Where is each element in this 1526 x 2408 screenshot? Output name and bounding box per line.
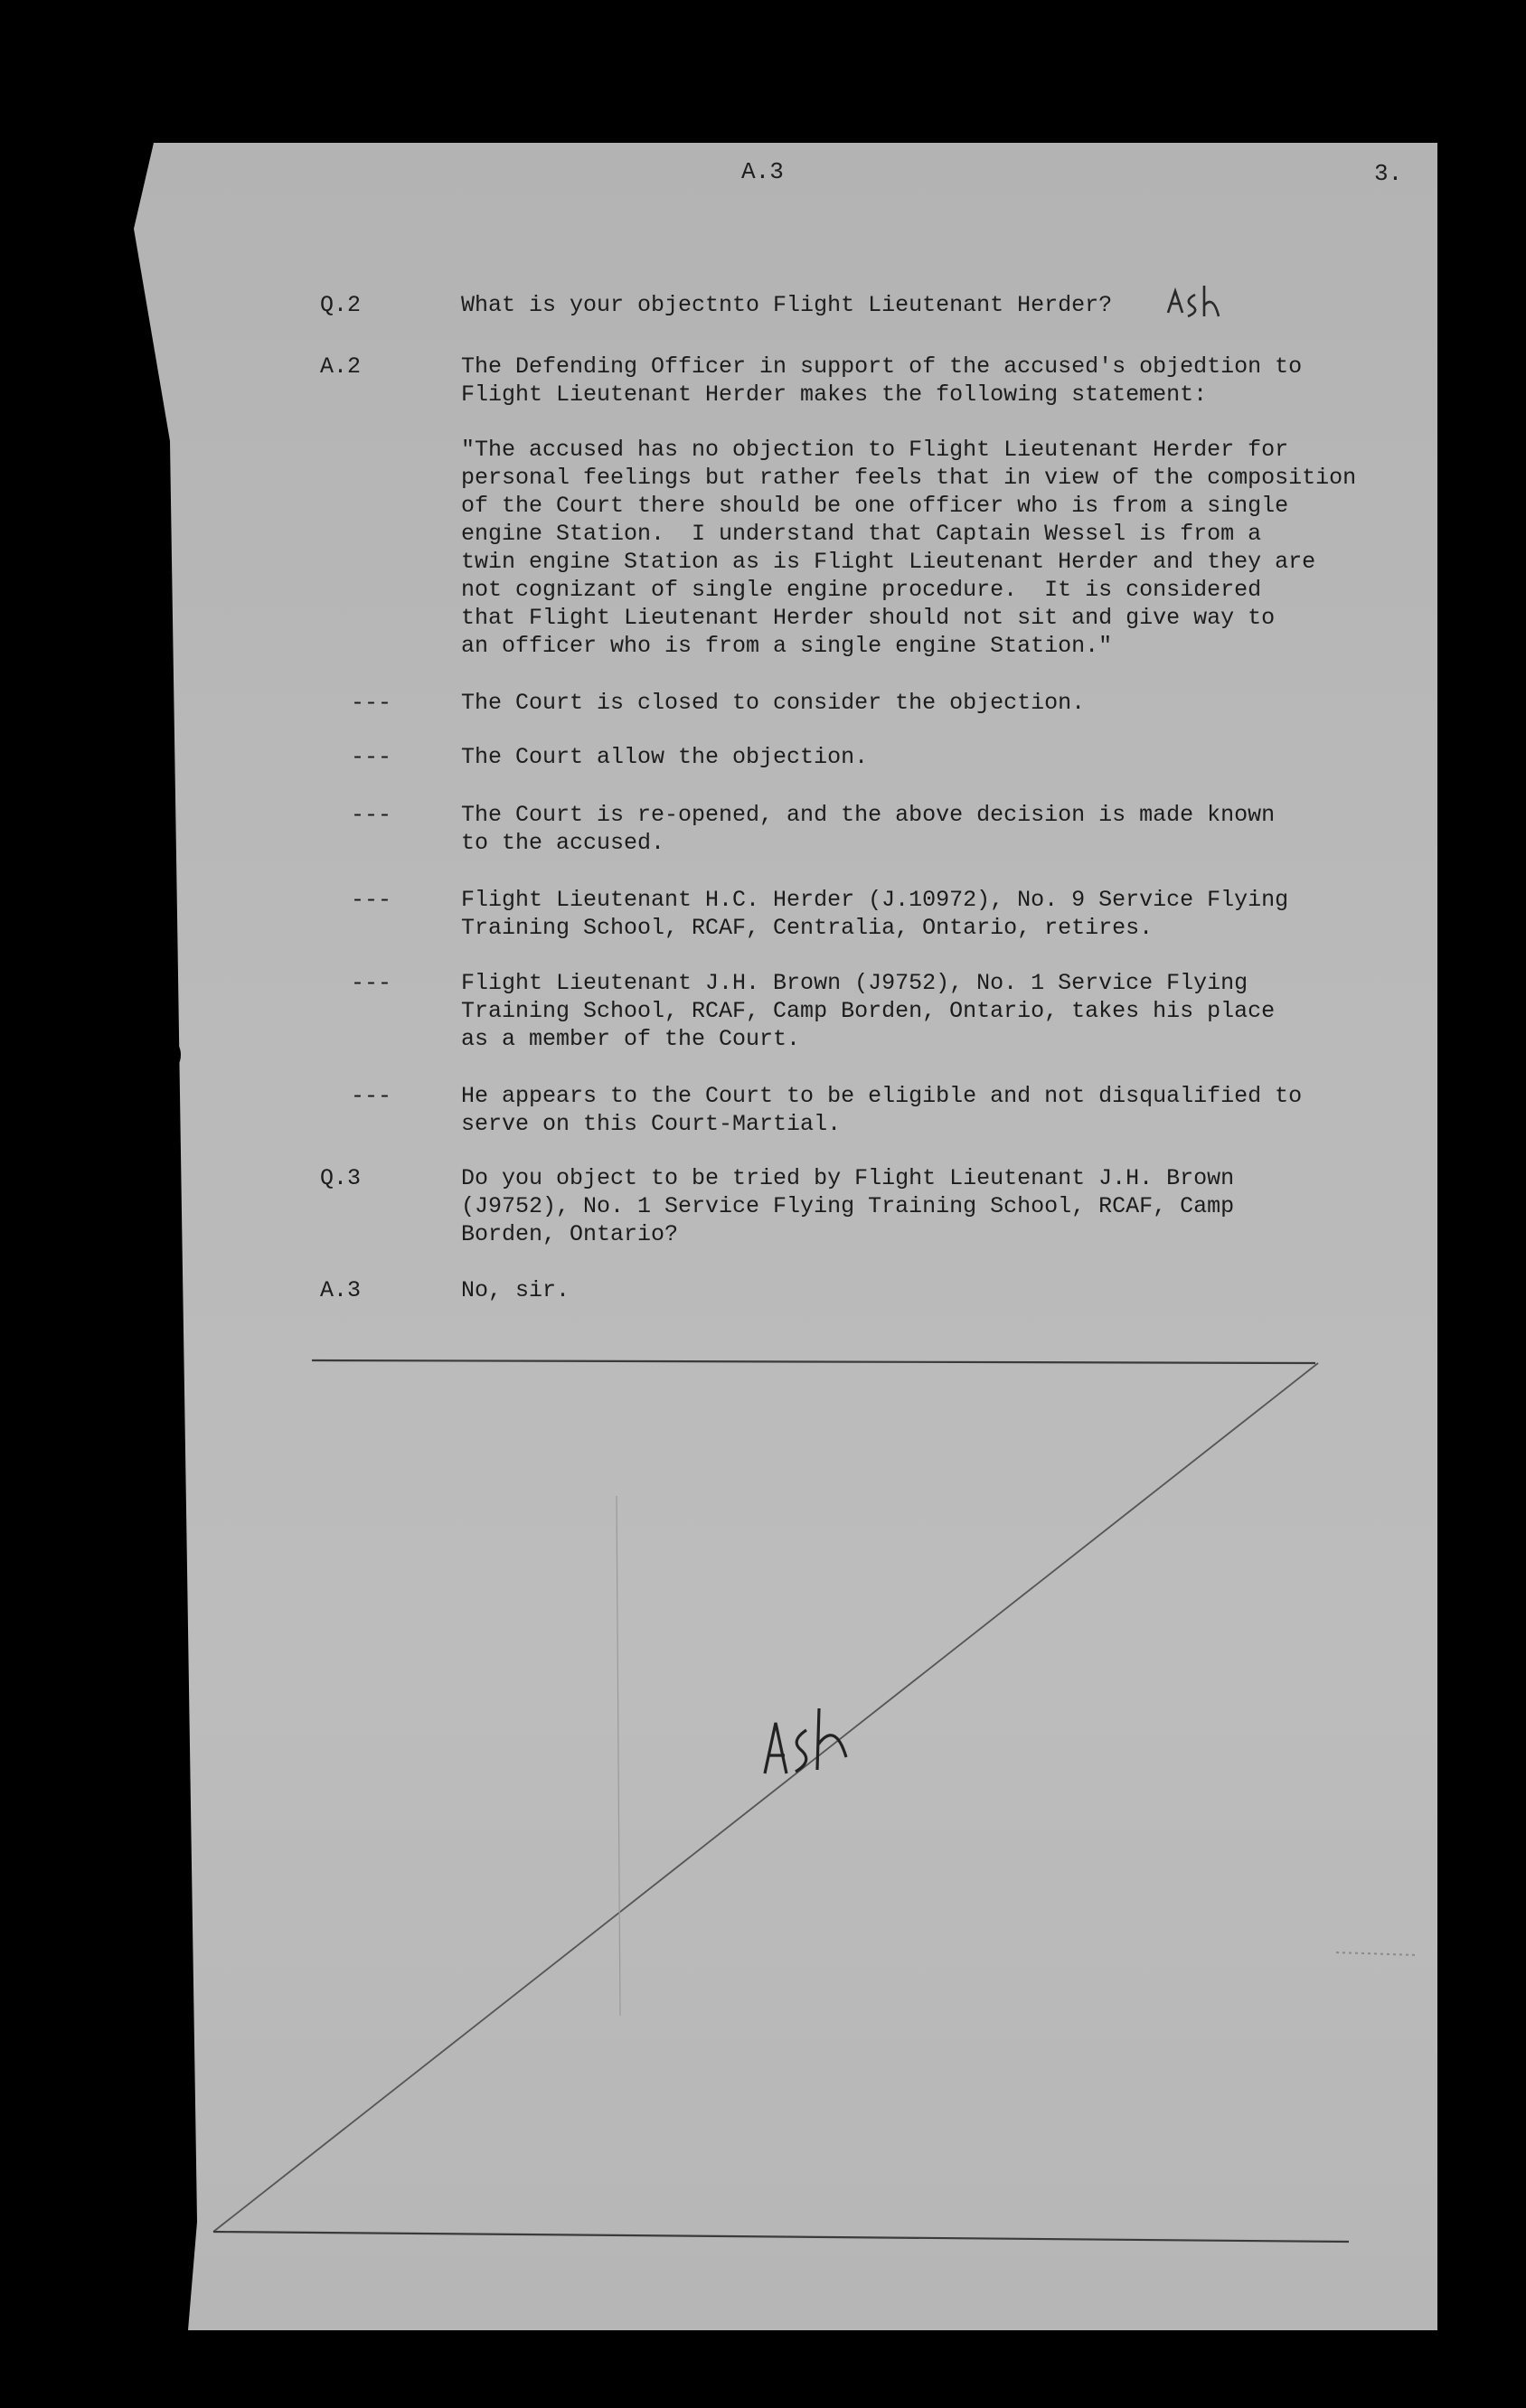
entry-closed-line-1: The Court is closed to consider the objection. (461, 690, 1086, 716)
entry-a2-line-1: The Defending Officer in support of the accused's objedtion to (461, 353, 1303, 380)
entry-dash-retires: --- (351, 887, 392, 913)
entry-retires-line-1: Flight Lieutenant H.C. Herder (J.10972), No. 9 Service Flying (461, 887, 1289, 913)
entry-dash-closed: --- (351, 690, 392, 716)
entry-retires-line-2: Training School, RCAF, Centralia, Ontario, retires. (461, 915, 1154, 941)
statement-line-5: twin engine Station as is Flight Lieutenant Herder and they are (461, 549, 1316, 575)
statement-line-3: of the Court there should be one officer who is from a single (461, 493, 1289, 519)
entry-label-q3: Q.3 (320, 1165, 362, 1191)
entry-eligible-line-2: serve on this Court-Martial. (461, 1111, 842, 1137)
entry-q3-line-2: (J9752), No. 1 Service Flying Training School, RCAF, Camp (461, 1193, 1235, 1219)
punch-hole-top (134, 1032, 181, 1077)
entry-brown-line-3: as a member of the Court. (461, 1026, 801, 1052)
entry-label-a2: A.2 (320, 353, 362, 380)
statement-line-7: that Flight Lieutenant Herder should not sit and give way to (461, 605, 1276, 631)
entry-reopened-line-2: to the accused. (461, 830, 665, 856)
statement-line-2: personal feelings but rather feels that in view of the composition (461, 465, 1357, 491)
punch-hole-bottom (131, 1490, 178, 1535)
statement-line-8: an officer who is from a single engine Station." (461, 633, 1113, 659)
entry-a3-line-1: No, sir. (461, 1277, 570, 1303)
entry-brown-line-2: Training School, RCAF, Camp Borden, Ontario, takes his place (461, 998, 1276, 1024)
entry-dash-allow: --- (351, 744, 392, 770)
statement-line-6: not cognizant of single engine procedure. It is considered (461, 577, 1262, 603)
entry-dash-reopened: --- (351, 802, 392, 828)
entry-q3-line-1: Do you object to be tried by Flight Lieutenant J.H. Brown (461, 1165, 1235, 1191)
entry-a2-line-2: Flight Lieutenant Herder makes the following statement: (461, 381, 1208, 408)
entry-allow-line-1: The Court allow the objection. (461, 744, 869, 770)
entry-dash-eligible: --- (351, 1083, 392, 1109)
entry-eligible-line-1: He appears to the Court to be eligible and not disqualified to (461, 1083, 1303, 1109)
entry-label-a3: A.3 (320, 1277, 362, 1303)
entry-dash-brown: --- (351, 970, 392, 996)
statement-line-4: engine Station. I understand that Captain Wessel is from a (461, 521, 1262, 547)
entry-brown-line-1: Flight Lieutenant J.H. Brown (J9752), No. 1 Service Flying (461, 970, 1248, 996)
document-header: A.3 (741, 158, 784, 185)
entry-reopened-line-1: The Court is re-opened, and the above decision is made known (461, 802, 1276, 828)
entry-q3-line-3: Borden, Ontario? (461, 1221, 679, 1247)
page-number: 3. (1374, 160, 1403, 187)
entry-q2-line-1: What is your objectnto Flight Lieutenant Herder? (461, 292, 1113, 318)
entry-label-q2: Q.2 (320, 292, 362, 318)
statement-line-1: "The accused has no objection to Flight Lieutenant Herder for (461, 437, 1289, 463)
